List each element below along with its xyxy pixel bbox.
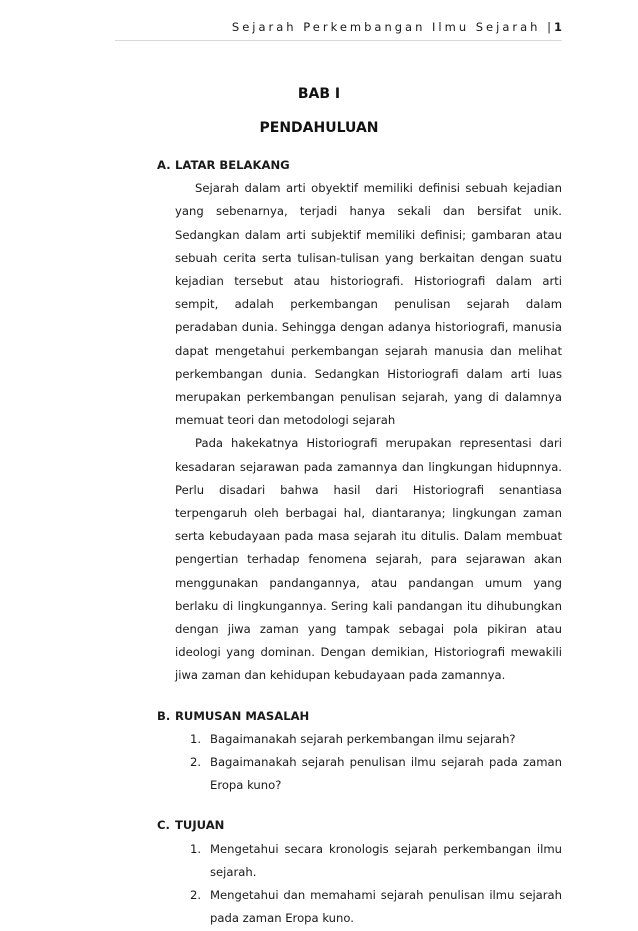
list-number: 2. bbox=[190, 755, 202, 770]
list-text: Mengetahui dan memahami sejarah penulisan ilmu sejarah pada zaman Eropa kuno. bbox=[210, 888, 562, 926]
list-item bbox=[175, 728, 562, 751]
running-header bbox=[232, 20, 562, 34]
header-rule bbox=[115, 40, 562, 41]
chapter-number: BAB I bbox=[297, 86, 341, 102]
list-text: Mengetahui secara kronologis sejarah perkembangan ilmu sejarah. bbox=[210, 841, 562, 879]
document-body bbox=[157, 154, 562, 931]
page-number: 1 bbox=[553, 20, 562, 34]
section-letter: A. bbox=[157, 158, 171, 172]
list-item bbox=[175, 751, 562, 797]
section-letter: C. bbox=[157, 818, 170, 833]
section-title: LATAR BELAKANG bbox=[175, 158, 290, 172]
section-heading-rumusan-masalah bbox=[157, 705, 562, 728]
section-title: TUJUAN bbox=[175, 818, 225, 833]
paragraph: Sejarah dalam arti obyektif memiliki definisi sebuah kejadian yang sebenarnya, terjadi hanya sekali dan bersifat unik. Sedangkan dalam arti subjektif memiliki definisi; gambaran atau sebuah cerita serta tulisan-tulisan yang berkaitan dengan suatu kejadian tersebut atau historiografi. Historiografi dalam arti sempit, adalah perkembangan penulisan sejarah dalam peradaban dunia. Sehingga dengan adanya historiografi, manusia dapat mengetahui perkembangan sejarah manusia dan melihat perkembangan dunia. Sedangkan Historiografi dalam arti luas merupakan perkembangan penulisan sejarah, yang di dalamnya memuat teori dan metodologi sejarah bbox=[175, 181, 562, 428]
list-number: 2. bbox=[190, 888, 202, 903]
running-title: Sejarah Perkembangan Ilmu Sejarah bbox=[231, 20, 541, 34]
section-heading-tujuan bbox=[157, 814, 562, 837]
list-number: 1. bbox=[190, 841, 202, 856]
paragraph: Pada hakekatnya Historiografi merupakan representasi dari kesadaran sejarawan pada zamannya dan lingkungan hidupnnya. Perlu disadari bahwa hasil dari Historiografi senantiasa terpengaruh oleh berbagai hal, diantaranya; lingkungan zaman serta kebudayaan pada masa sejarah itu ditulis. Dalam membuat pengertian terhadap fenomena sejarah, para sejarawan akan menggunakan pandangannya, atau pandangan umum yang berlaku di lingkungannya. Sering kali pandangan itu dihubungkan dengan jiwa zaman yang tampak sebagai pola pikiran atau ideologi yang dominan. Dengan demikian, Historiografi mewakili jiwa zaman dan kehidupan kebudayaan pada zamannya. bbox=[175, 436, 562, 683]
list-text: Bagaimanakah sejarah penulisan ilmu sejarah pada zaman Eropa kuno? bbox=[210, 755, 562, 793]
objective-list bbox=[175, 838, 562, 931]
chapter-title: PENDAHULUAN bbox=[259, 120, 379, 136]
section-heading-latar-belakang bbox=[157, 154, 562, 177]
list-item bbox=[175, 884, 562, 930]
problem-list bbox=[175, 728, 562, 798]
section-title: RUMUSAN MASALAH bbox=[175, 708, 310, 723]
list-item bbox=[175, 838, 562, 884]
section-letter: B. bbox=[157, 708, 171, 723]
header-separator: | bbox=[547, 20, 551, 34]
list-text: Bagaimanakah sejarah perkembangan ilmu sejarah? bbox=[210, 731, 516, 746]
list-number: 1. bbox=[190, 731, 202, 746]
